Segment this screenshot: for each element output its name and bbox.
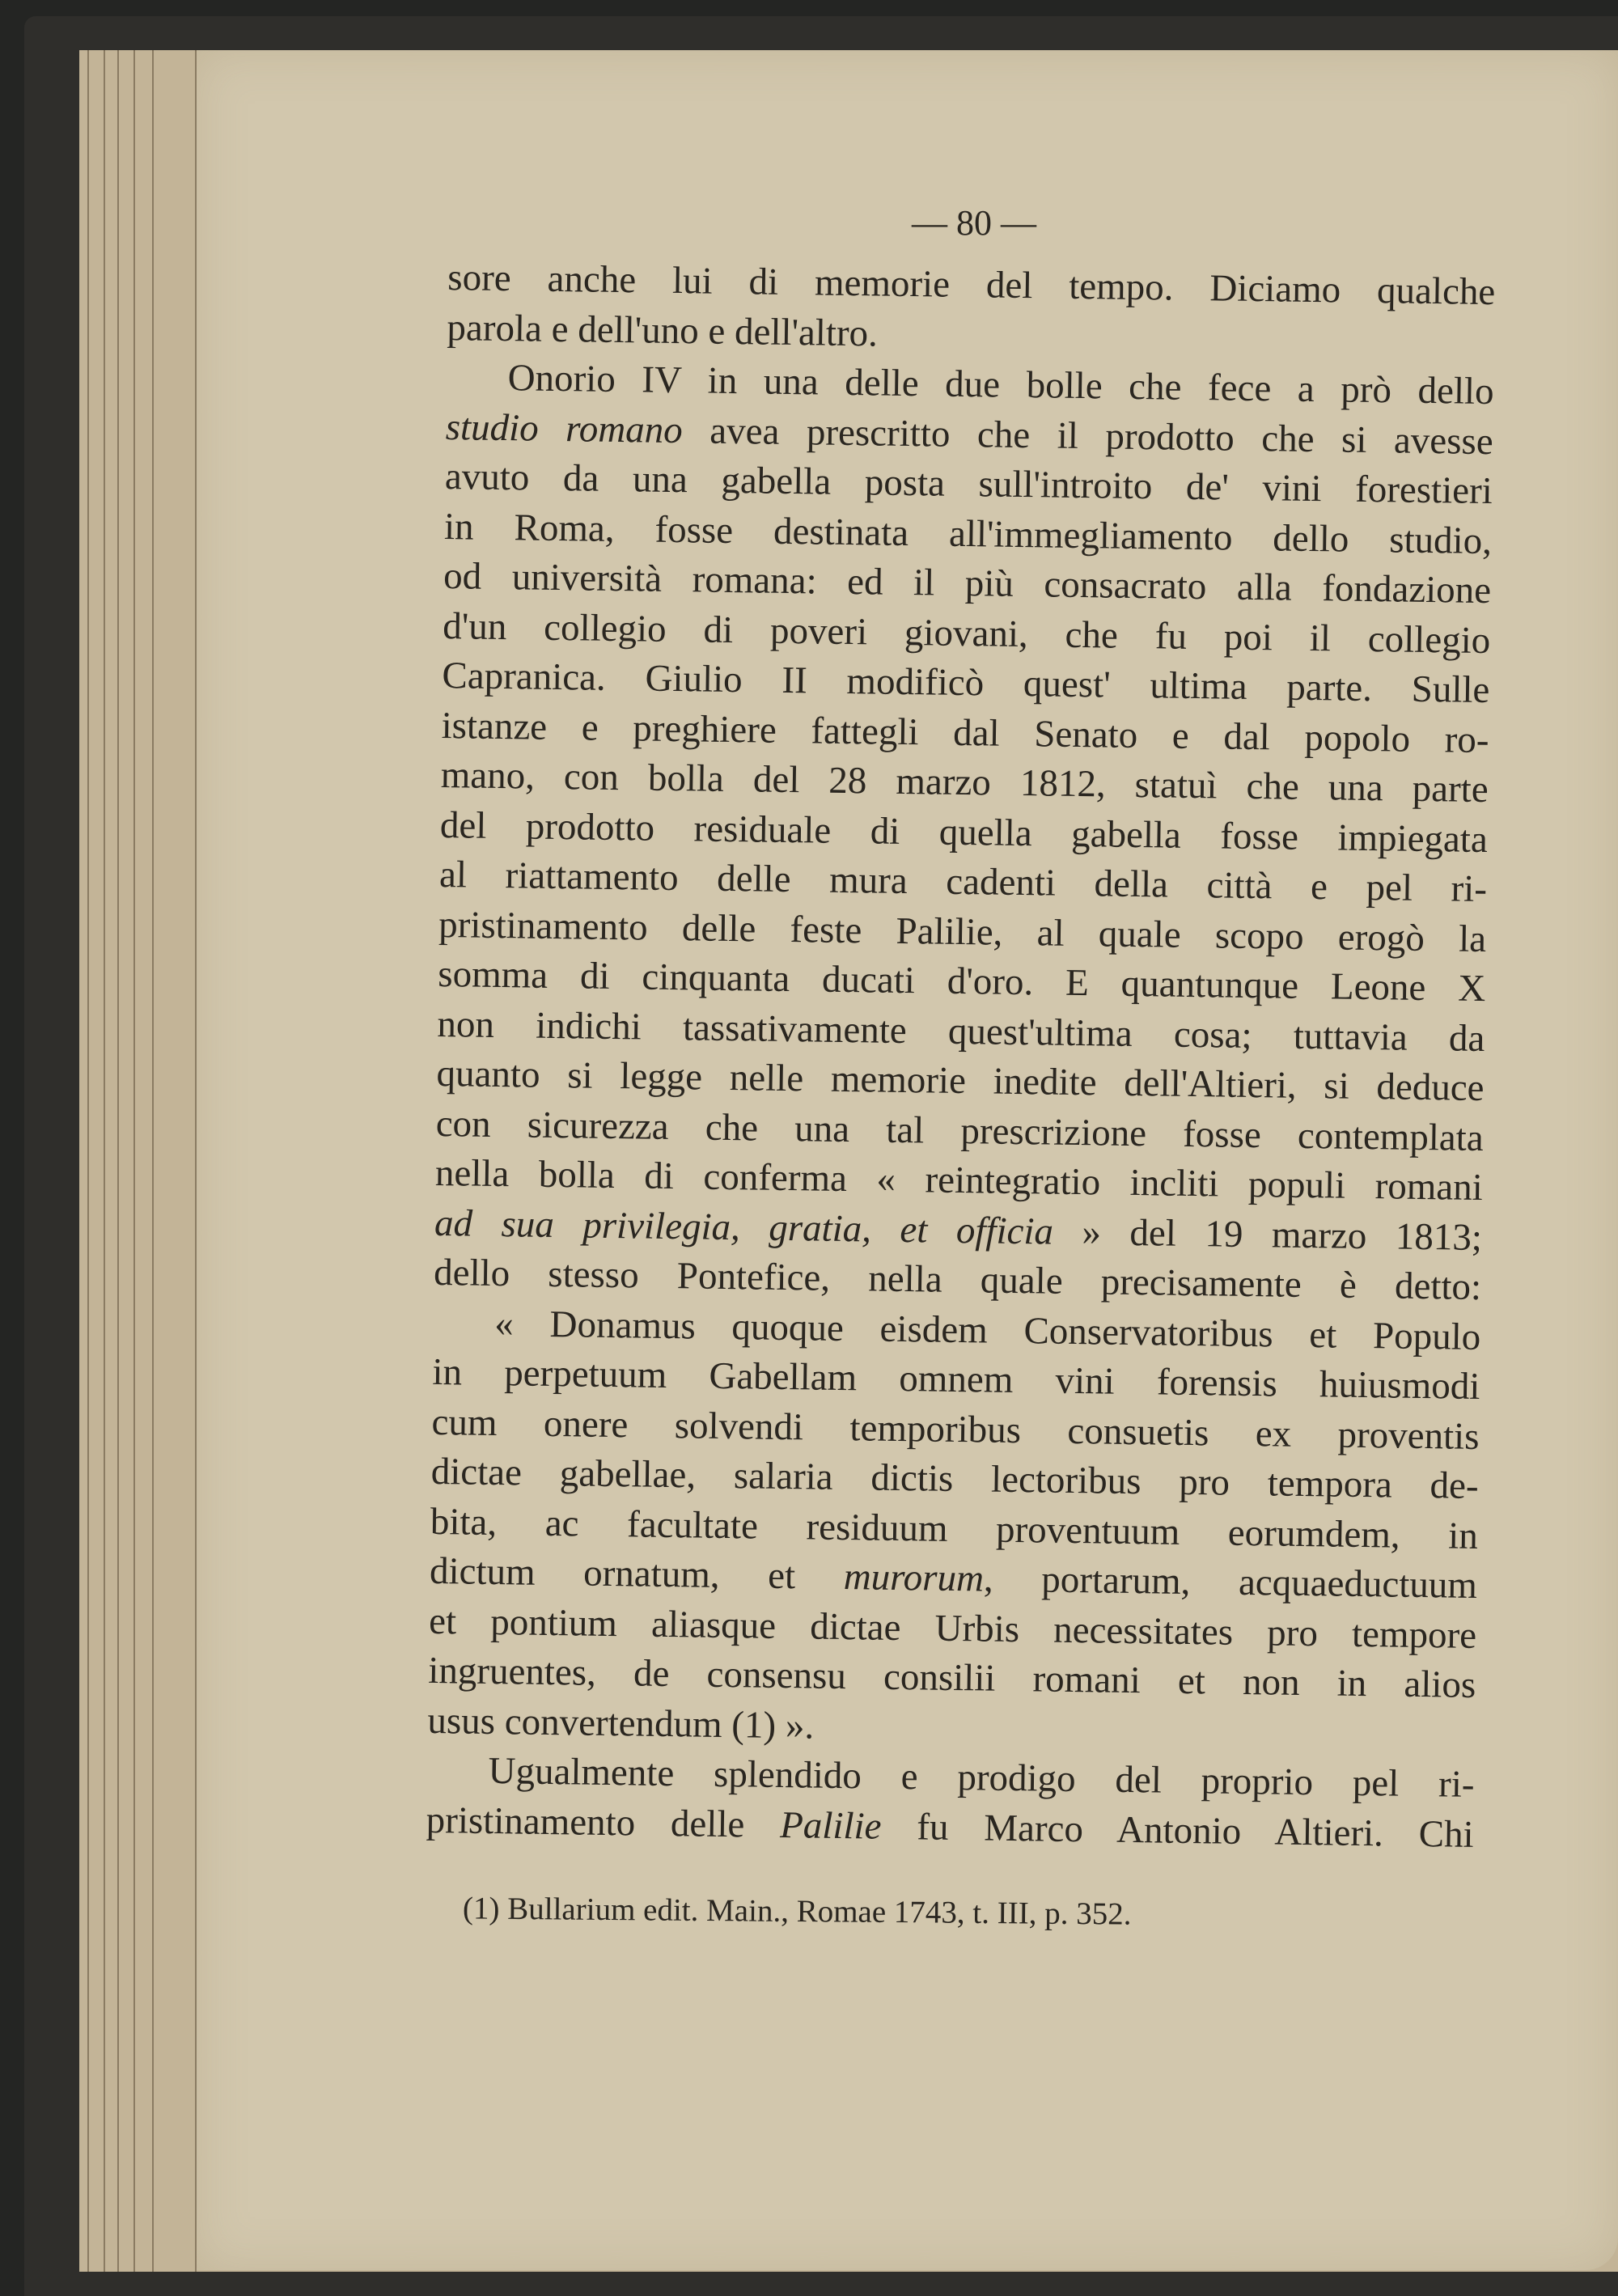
text-segment: dictae gabellae, salaria dictis lectoribus pro tempora de- — [430, 1450, 1480, 1507]
text-segment: d'un collegio di poveri giovani, che fu poi il collegio — [443, 604, 1491, 662]
text-segment: al riattamento delle mura cadenti della città e pel ri- — [438, 853, 1488, 911]
text-segment: « Donamus quoque eisdem Conservatoribus et Populo — [493, 1302, 1481, 1358]
text-segment: somma di cinquanta ducati d'oro. E quantunque Leone X — [437, 952, 1486, 1010]
text-segment: parola e dell'uno e dell'altro. — [447, 306, 879, 354]
text-segment: in perpetuum Gabellam omnem vini forensis huiusmodi — [432, 1350, 1480, 1408]
italic-text: ad sua privilegia, gratia, et officia — [434, 1201, 1054, 1253]
text-segment: con sicurezza che una tal prescrizione fosse contemplata — [435, 1102, 1485, 1159]
text-segment: in Roma, fosse destinata all'immegliamento dello studio, — [443, 505, 1493, 562]
text-segment: quanto si legge nelle memorie inedite dell'Altieri, si deduce — [436, 1052, 1485, 1110]
text-segment: avuto da una gabella posta sull'introito de' vini forestieri — [444, 455, 1493, 513]
italic-text: Palilie — [779, 1803, 882, 1848]
page-edge-line — [104, 50, 105, 2272]
page-edge-line — [87, 50, 89, 2272]
text-segment: cum onere solvendi temporibus consuetis ex proventis — [431, 1400, 1480, 1458]
page-edge-line — [117, 50, 119, 2272]
text-segment: Capranica. Giulio II modificò quest' ultima parte. Sulle — [442, 654, 1490, 712]
italic-text: studio romano — [445, 405, 684, 451]
text-segment: dictum ornatum, et — [429, 1549, 845, 1599]
text-segment: ingruentes, de consensu consilii romani et non in alios — [427, 1649, 1476, 1706]
text-segment: non indichi tassativamente quest'ultima cosa; tuttavia da — [437, 1002, 1485, 1060]
body-text — [426, 253, 1495, 1860]
text-segment: pristinamento delle feste Palilie, al quale scopo erogò la — [438, 903, 1487, 960]
page-edge-line — [195, 50, 197, 2272]
page-edge-line — [152, 50, 154, 2272]
text-segment: mano, con bolla del 28 marzo 1812, statuì che una parte — [440, 753, 1489, 811]
text-segment: nella bolla di conferma « reintegratio incliti populi romani — [434, 1151, 1484, 1209]
text-segment: » del 19 marzo 1813; — [1053, 1210, 1483, 1259]
italic-text: murorum — [843, 1556, 985, 1600]
text-segment: Onorio IV in una delle due bolle che fece a prò dello — [507, 357, 1494, 413]
text-segment: Ugualmente splendido e prodigo del proprio pel ri- — [488, 1749, 1475, 1806]
text-segment: , portarum, acquaeductuum — [983, 1557, 1478, 1607]
text-segment: fu Marco Antonio Altieri. Chi — [881, 1805, 1475, 1856]
text-segment: sore anche lui di memorie del tempo. Diciamo qualche — [447, 256, 1496, 314]
text-segment: dello stesso Pontefice, nella quale precisamente è detto: — [433, 1251, 1482, 1309]
text-segment: usus convertendum (1) ». — [427, 1699, 815, 1747]
footnote: (1) Bullarium edit. Main., Romae 1743, t. III, p. 352. — [462, 1891, 1132, 1932]
text-segment: bita, ac facultate residuum proventuum eorumdem, in — [430, 1500, 1479, 1557]
text-segment: et pontium aliasque dictae Urbis necessitates pro tempore — [428, 1599, 1477, 1657]
text-segment: del prodotto residuale di quella gabella fosse impiegata — [439, 803, 1489, 861]
text-segment: istanze e preghiere fattegli dal Senato e dal popolo ro- — [441, 704, 1489, 761]
text-segment: avea prescritto che il prodotto che si avesse — [682, 409, 1494, 463]
text-segment: pristinamento delle — [426, 1798, 781, 1846]
text-segment: od università romana: ed il più consacrato alla fondazione — [443, 555, 1492, 612]
page-number: — 80 — — [912, 203, 1036, 243]
page-edge-line — [133, 50, 135, 2272]
